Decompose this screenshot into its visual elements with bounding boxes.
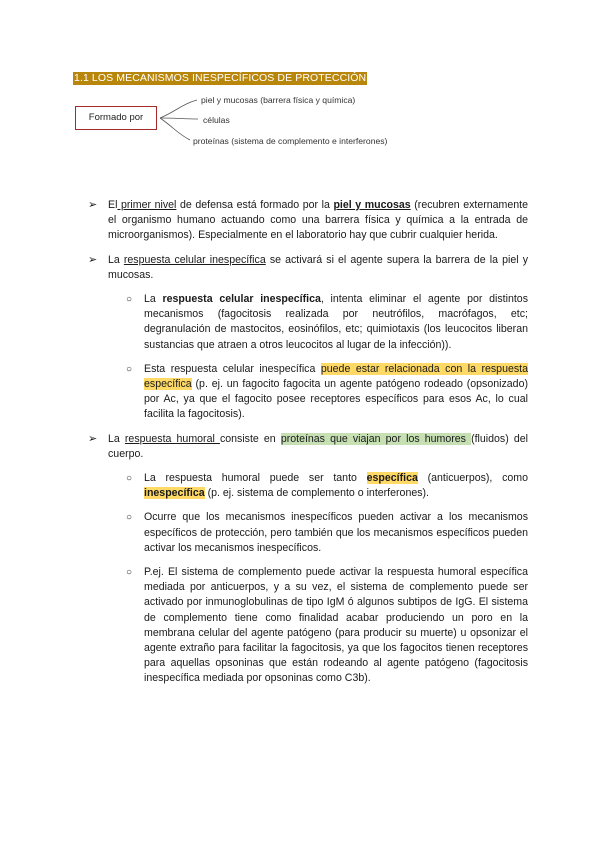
subbullet-sistema-complemento: [88, 565, 528, 687]
paragraph: P.ej. El sistema de complemento puede activar la respuesta humoral específica mediada por anticuerpos, y a su vez, el sistema de complemento puede ser activado por inmunoglobulinas de tipo IgM ó algunos subtipos de IgG. El sistema de complemento tiene como finalidad acabar produciendo un poro en la membrana celular del agente patógeno (para producir su muerte) u opsonizar el agente extraño para facilitar la fagocitosis, ya que los fagocitos tienen receptores para aquellas opsoninas que están rodeando al agente patógeno (fagocitosis inespecífica mediada por opsoninas como C3b).: [144, 566, 528, 685]
connector-middle: [160, 118, 198, 119]
highlighted-bold-term: específica: [366, 472, 418, 485]
underlined-term: respuesta humoral: [124, 432, 220, 445]
circle-bullet-icon: ○: [126, 294, 133, 306]
circle-bullet-icon: ○: [126, 567, 133, 579]
circle-bullet-icon: ○: [126, 473, 133, 485]
circle-bullet-icon: ○: [126, 363, 133, 375]
connector-top: [160, 100, 197, 118]
underlined-term: respuesta celular inespecífica: [123, 253, 266, 266]
bold-term: piel y mucosas: [333, 199, 411, 211]
subbullet-humoral-tipos: [88, 471, 528, 501]
subbullet-celular-relacion: [88, 362, 528, 423]
diagram-root-box: Formado por: [75, 106, 157, 130]
arrow-bullet-icon: ➢: [88, 253, 98, 266]
paragraph: La respuesta humoral puede ser tanto específica (anticuerpos), como inespecífica (p. ej. sistema de complemento o interferones).: [144, 472, 529, 500]
diagram-branch-piel: piel y mucosas (barrera física y química): [201, 95, 356, 105]
arrow-bullet-icon: ➢: [88, 432, 98, 445]
connector-bottom: [160, 118, 190, 140]
paragraph: La respuesta celular inespecífica se activará si el agente supera la barrera de la piel y mucosas.: [108, 253, 528, 281]
highlighted-text: proteínas que viajan por los humores: [280, 432, 472, 445]
paragraph: La respuesta humoral consiste en proteínas que viajan por los humores (fluidos) del cuerpo.: [108, 432, 529, 460]
diagram-branch-proteinas: proteínas (sistema de complemento e interferones): [193, 136, 388, 146]
arrow-bullet-icon: ➢: [88, 199, 98, 211]
bullet-primer-nivel: [88, 198, 528, 244]
circle-bullet-icon: ○: [126, 512, 133, 524]
paragraph: Esta respuesta celular inespecífica puede estar relacionada con la respuesta específica (p. ej. un fagocito fagocita un agente patógeno rodeado (opsonizado) por Ac, ya que el fagocito posee receptores específicos para esos Ac, lo cual facilita la fagocitosis).: [144, 362, 528, 421]
bullet-respuesta-humoral: [88, 432, 528, 462]
subbullet-activacion-mutua: [88, 510, 528, 556]
paragraph: El primer nivel de defensa está formado por la piel y mucosas (recubren externamente el organismo humano actuando como una barrera física y química a la entrada de microorganismos). Especialmente en el laboratorio hay que cubrir cualquier herida.: [108, 199, 528, 242]
paragraph: La respuesta celular inespecífica, intenta eliminar el agente por distintos mecanismos (fagocitosis realizada por neutrófilos, macrófagos, etc; degranulación de mastocitos, eosinófilos, etc; quimiotaxis (los leucocitos liberan sustancias que atraen a otros leucocitos al lugar de la infección)).: [144, 293, 528, 351]
paragraph: Ocurre que los mecanismos inespecíficos pueden activar a los mecanismos específicos de protección, pero también que los mecanismos específicos pueden activar los mecanismos inespecíficos.: [144, 511, 528, 554]
document-body: [88, 198, 528, 696]
underlined-term: primer nivel: [117, 199, 177, 211]
highlighted-text: puede estar relacionada con la respuesta específica: [144, 362, 528, 391]
diagram-branch-celulas: células: [203, 115, 230, 125]
highlighted-bold-term: inespecífica: [144, 487, 205, 500]
bold-term: respuesta celular inespecífica: [162, 293, 321, 306]
subbullet-celular-mecanismos: [88, 292, 528, 353]
bullet-respuesta-celular: [88, 253, 528, 283]
section-heading: 1.1 LOS MECANISMOS INESPECÍFICOS DE PROTECCIÓN: [74, 72, 367, 84]
